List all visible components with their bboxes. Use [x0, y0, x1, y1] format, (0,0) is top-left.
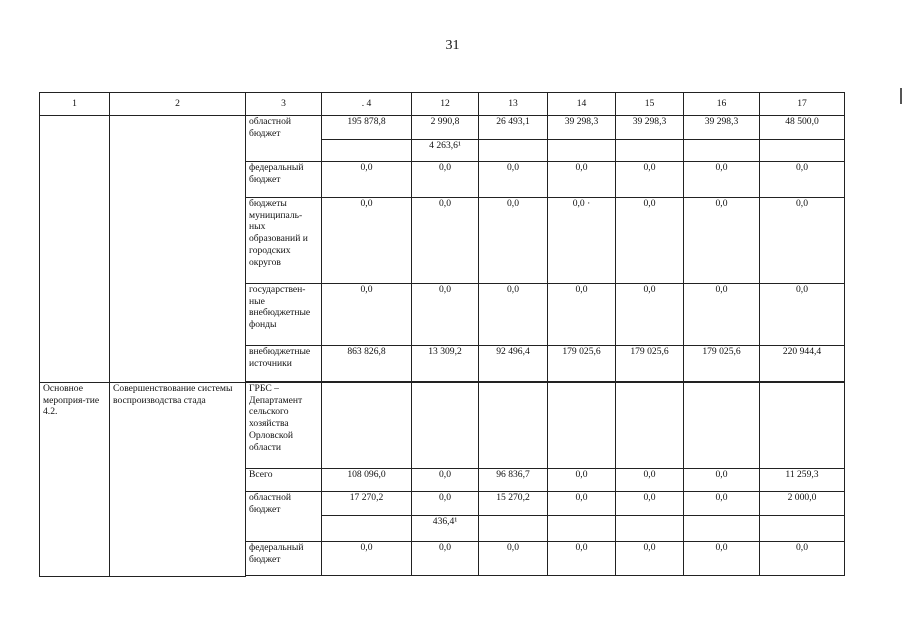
value-cell: 0,0 · — [548, 198, 616, 284]
description-cell-empty — [110, 116, 246, 383]
value-cell: 179 025,6 — [548, 346, 616, 382]
value-cell: 0,0 — [322, 198, 412, 284]
value-cell — [412, 383, 479, 469]
value-cell: 0,0 — [548, 469, 616, 492]
value-cell — [684, 516, 760, 542]
value-cell: 0,0 — [616, 284, 684, 346]
value-cell: 0,0 — [322, 542, 412, 576]
value-cell — [684, 140, 760, 162]
value-cell: 39 298,3 — [684, 116, 760, 140]
value-cell: 96 836,7 — [479, 469, 548, 492]
header-cell: 15 — [616, 93, 684, 116]
edge-mark — [900, 88, 902, 104]
value-cell — [616, 383, 684, 469]
header-row — [40, 93, 845, 116]
value-cell: 2 990,8 — [412, 116, 479, 140]
value-cell: 0,0 — [548, 492, 616, 516]
value-cell: 0,0 — [684, 542, 760, 576]
value-cell — [322, 383, 412, 469]
source-label: федеральный бюджет — [246, 162, 322, 198]
value-cell: 0,0 — [684, 284, 760, 346]
value-cell: 0,0 — [548, 284, 616, 346]
value-cell: 11 259,3 — [760, 469, 845, 492]
value-cell: 0,0 — [322, 162, 412, 198]
value-cell: 0,0 — [479, 284, 548, 346]
activity-description: Совершенствование системы воспроизводства стада — [110, 383, 246, 577]
value-cell — [479, 383, 548, 469]
value-cell: 0,0 — [548, 542, 616, 576]
value-cell: 0,0 — [616, 492, 684, 516]
value-cell: 0,0 — [479, 198, 548, 284]
value-cell: 0,0 — [684, 492, 760, 516]
value-cell: 0,0 — [684, 162, 760, 198]
value-cell: 0,0 — [616, 469, 684, 492]
source-label: областной бюджет — [246, 116, 322, 162]
value-cell: 179 025,6 — [616, 346, 684, 382]
activity-cell-empty — [40, 116, 110, 383]
activity-name: Основное мероприя-тие 4.2. — [40, 383, 110, 577]
table-row — [40, 383, 845, 469]
value-cell: 0,0 — [760, 162, 845, 198]
value-cell: 108 096,0 — [322, 469, 412, 492]
value-cell: 0,0 — [616, 542, 684, 576]
value-cell: 0,0 — [412, 492, 479, 516]
header-cell: 1 — [40, 93, 110, 116]
source-label: государствен-ные внебюджетные фонды — [246, 284, 322, 346]
budget-table — [39, 92, 845, 577]
source-label: федеральный бюджет — [246, 542, 322, 576]
value-cell: 13 309,2 — [412, 346, 479, 382]
value-cell: 195 878,8 — [322, 116, 412, 140]
value-cell: 15 270,2 — [479, 492, 548, 516]
value-cell: 26 493,1 — [479, 116, 548, 140]
source-label: областной бюджет — [246, 492, 322, 542]
value-cell-footnote: 436,4¹ — [412, 516, 479, 542]
value-cell: 0,0 — [412, 469, 479, 492]
header-cell: 17 — [760, 93, 845, 116]
value-cell: 0,0 — [684, 198, 760, 284]
value-cell: 92 496,4 — [479, 346, 548, 382]
header-cell: 13 — [479, 93, 548, 116]
header-cell: 14 — [548, 93, 616, 116]
value-cell: 863 826,8 — [322, 346, 412, 382]
value-cell: 39 298,3 — [548, 116, 616, 140]
value-cell: 0,0 — [412, 162, 479, 198]
value-cell — [760, 140, 845, 162]
value-cell: 39 298,3 — [616, 116, 684, 140]
grbs-label: ГРБС – Департамент сельского хозяйства Орловской области — [246, 383, 322, 469]
value-cell — [548, 383, 616, 469]
value-cell: 220 944,4 — [760, 346, 845, 382]
header-cell: 3 — [246, 93, 322, 116]
value-cell: 0,0 — [684, 469, 760, 492]
header-cell: . 4 — [322, 93, 412, 116]
source-label: бюджеты муниципаль-ных образований и городских округов — [246, 198, 322, 284]
value-cell — [479, 140, 548, 162]
value-cell: 0,0 — [479, 162, 548, 198]
value-cell — [322, 140, 412, 162]
value-cell: 17 270,2 — [322, 492, 412, 516]
page-number: 31 — [445, 38, 460, 53]
value-cell — [548, 516, 616, 542]
header-cell: 16 — [684, 93, 760, 116]
value-cell: 48 500,0 — [760, 116, 845, 140]
value-cell: 0,0 — [616, 198, 684, 284]
value-cell: 0,0 — [760, 284, 845, 346]
value-cell — [684, 383, 760, 469]
value-cell: 0,0 — [412, 198, 479, 284]
value-cell: 0,0 — [548, 162, 616, 198]
value-cell: 179 025,6 — [684, 346, 760, 382]
value-cell — [616, 516, 684, 542]
value-cell: 2 000,0 — [760, 492, 845, 516]
value-cell — [548, 140, 616, 162]
value-cell: 0,0 — [322, 284, 412, 346]
header-cell: 12 — [412, 93, 479, 116]
value-cell: 0,0 — [760, 542, 845, 576]
value-cell: 0,0 — [479, 542, 548, 576]
value-cell: 0,0 — [412, 542, 479, 576]
value-cell-footnote: 4 263,6¹ — [412, 140, 479, 162]
value-cell: 0,0 — [616, 162, 684, 198]
value-cell — [479, 516, 548, 542]
value-cell — [322, 516, 412, 542]
value-cell — [760, 383, 845, 469]
source-label: Всего — [246, 469, 322, 492]
header-cell: 2 — [110, 93, 246, 116]
source-label: внебюджетные источники — [246, 346, 322, 382]
value-cell: 0,0 — [412, 284, 479, 346]
value-cell — [760, 516, 845, 542]
table-row — [40, 116, 845, 140]
value-cell — [616, 140, 684, 162]
value-cell: 0,0 — [760, 198, 845, 284]
